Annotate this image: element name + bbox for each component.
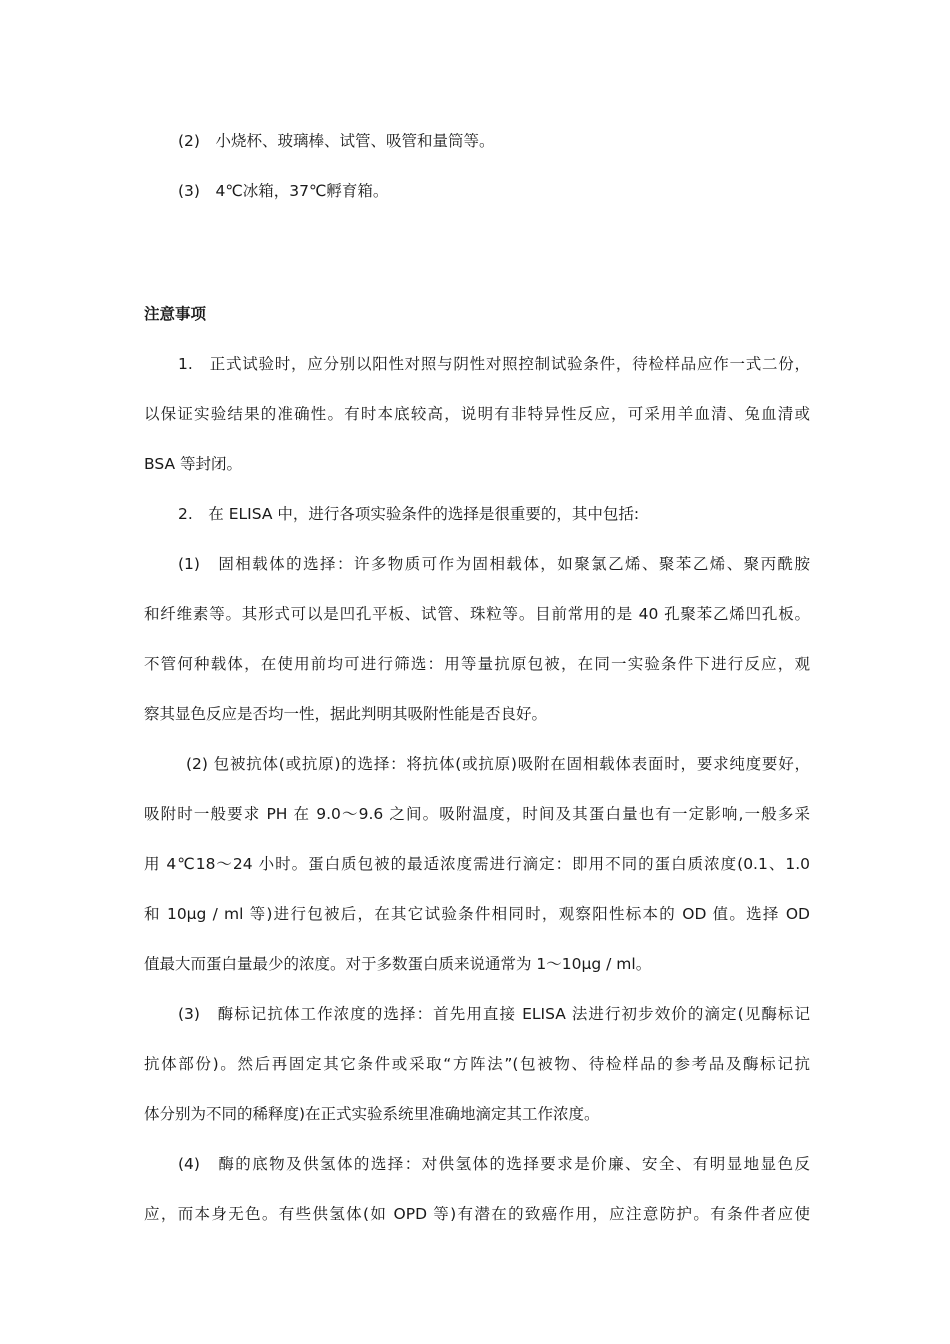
sub-1-line-4: 察其显色反应是否均一性，据此判明其吸附性能是否良好。 [144,705,548,723]
sub-2-line-2: 吸附时一般要求 PH 在 9.0～9.6 之间。吸附温度，时间及其蛋白量也有一定影响,一般多采 [144,805,810,823]
sub-3-line-2: 抗体部份)。然后再固定其它条件或采取“方阵法”(包被物、待检样品的参考品及酶标记抗 [144,1055,810,1073]
sub-4-line-1: (4) 酶的底物及供氢体的选择：对供氢体的选择要求是价廉、安全、有明显地显色反 [178,1155,810,1173]
equipment-item-3: (3) 4℃冰箱，37℃孵育箱。 [178,182,389,200]
note-2-line-1: 2. 在 ELISA 中，进行各项实验条件的选择是很重要的，其中包括: [178,505,640,523]
sub-4-line-2: 应，而本身无色。有些供氢体(如 OPD 等)有潜在的致癌作用，应注意防护。有条件者应使 [144,1205,810,1223]
equipment-item-2: (2) 小烧杯、玻璃棒、试管、吸管和量筒等。 [178,132,495,150]
sub-3-line-1: (3) 酶标记抗体工作浓度的选择：首先用直接 ELISA 法进行初步效价的滴定(见酶标记 [178,1005,810,1023]
sub-2-line-5: 值最大而蛋白量最少的浓度。对于多数蛋白质来说通常为 1～10μg / ml。 [144,955,652,973]
sub-1-line-2: 和纤维素等。其形式可以是凹孔平板、试管、珠粒等。目前常用的是 40 孔聚苯乙烯凹孔板。 [144,605,810,623]
note-1-line-3: BSA 等封闭。 [144,455,243,473]
sub-3-line-3: 体分别为不同的稀释度)在正式实验系统里准确地滴定其工作浓度。 [144,1105,600,1123]
note-1-line-2: 以保证实验结果的准确性。有时本底较高，说明有非特异性反应，可采用羊血清、兔血清或 [144,405,810,423]
sub-1-line-1: (1) 固相载体的选择：许多物质可作为固相载体，如聚氯乙烯、聚苯乙烯、聚丙酰胺 [178,555,810,573]
sub-2-line-1: (2) 包被抗体(或抗原)的选择：将抗体(或抗原)吸附在固相载体表面时，要求纯度要好， [186,755,810,773]
sub-2-line-4: 和 10μg / ml 等)进行包被后，在其它试验条件相同时，观察阳性标本的 OD 值。选择 OD [144,905,810,923]
sub-1-line-3: 不管何种载体，在使用前均可进行筛选：用等量抗原包被，在同一实验条件下进行反应，观 [144,655,810,673]
note-1-line-1: 1. 正式试验时，应分别以阳性对照与阴性对照控制试验条件，待检样品应作一式二份， [178,355,810,373]
section-heading: 注意事项 [144,305,207,323]
sub-2-line-3: 用 4℃18～24 小时。蛋白质包被的最适浓度需进行滴定：即用不同的蛋白质浓度(0.1、1.0 [144,855,810,873]
